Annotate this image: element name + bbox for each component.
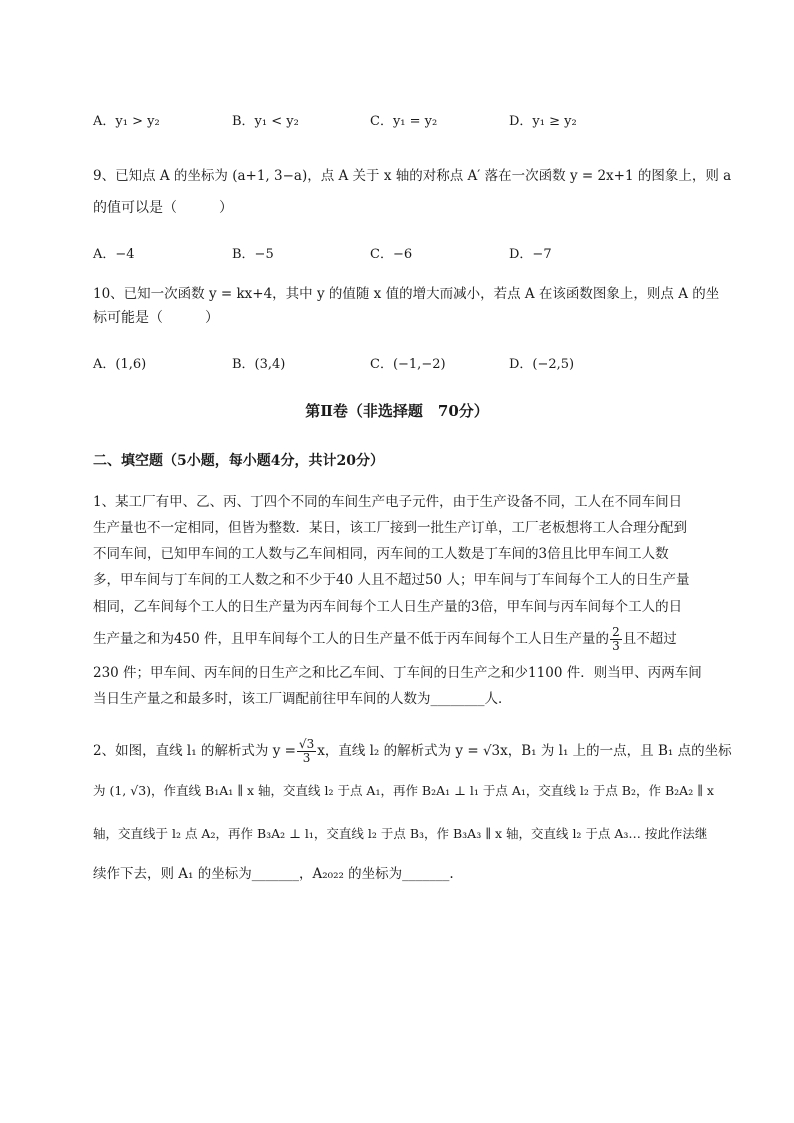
- fill2-line1-text-a: 2、如图，直线 l₁ 的解析式为 y =: [93, 743, 296, 759]
- q8-option-b[interactable]: B．y₁ < y₂: [232, 114, 299, 129]
- q10-option-b[interactable]: B．(3,4): [232, 357, 286, 372]
- q9-option-a[interactable]: A．−4: [93, 247, 135, 262]
- fill2-line1-text-b: x，直线 l₂ 的解析式为 y = √3x，B₁ 为 l₁ 上的一点，且 B₁ 点的坐标: [317, 743, 732, 759]
- q9-stem-line1: 9、已知点 A 的坐标为 (a+1, 3−a)，点 A 关于 x 轴的对称点 A′ 落在一次函数 y = 2x+1 的图象上，则 a: [93, 168, 732, 184]
- fill2-line1: [93, 738, 732, 765]
- q8-option-a[interactable]: A．y₁ > y₂: [93, 114, 160, 129]
- fill1-line8: 当日生产量之和最多时，该工厂调配前往甲车间的人数为________人．: [93, 691, 512, 707]
- q9-option-b[interactable]: B．−5: [232, 247, 274, 262]
- q9-option-c[interactable]: C．−6: [370, 247, 413, 262]
- q10-option-c[interactable]: C．(−1,−2): [370, 357, 446, 372]
- fill1-line2: 生产量也不一定相同，但皆为整数．某日，该工厂接到一批生产订单，工厂老板想将工人合理分配到: [93, 520, 687, 536]
- fill1-line4: 多，甲车间与丁车间的工人数之和不少于40 人且不超过50 人；甲车间与丁车间每个工人的日生产量: [93, 572, 690, 588]
- q10-option-a[interactable]: A．(1,6): [93, 357, 147, 372]
- part-title: 二、填空题（5小题，每小题4分，共计20分）: [93, 453, 384, 469]
- fraction-two-thirds: [610, 626, 622, 653]
- q10-stem-line1: 10、已知一次函数 y = kx+4，其中 y 的值随 x 值的增大而减小，若点 A 在该函数图象上，则点 A 的坐: [93, 286, 720, 302]
- q10-stem-line2: 标可能是（ ）: [93, 310, 219, 326]
- fill1-line6-text-b: 且不超过: [622, 631, 677, 647]
- fraction-denominator: 3: [302, 751, 311, 765]
- fraction-numerator: √3: [298, 737, 315, 751]
- fill1-line6: [93, 626, 677, 653]
- fraction-root3-over-3: [297, 738, 316, 765]
- fill1-line1: 1、某工厂有甲、乙、丙、丁四个不同的车间生产电子元件，由于生产设备不同，工人在不同车间日: [93, 494, 683, 510]
- q10-option-d[interactable]: D．(−2,5): [509, 357, 575, 372]
- fill2-line3: 轴，交直线于 l₂ 点 A₂，再作 B₃A₂ ⊥ l₁，交直线 l₂ 于点 B₃，作 B₃A₃ ∥ x 轴，交直线 l₂ 于点 A₃… 按此作法继: [93, 826, 708, 841]
- fill2-line2: 为 (1, √3)，作直线 B₁A₁ ∥ x 轴，交直线 l₂ 于点 A₁，再作 B₂A₁ ⊥ l₁ 于点 A₁，交直线 l₂ 于点 B₂，作 B₂A₂ ∥ x: [93, 783, 714, 798]
- section-title: 第Ⅱ卷（非选择题 70分）: [305, 402, 489, 420]
- q8-option-d[interactable]: D．y₁ ≥ y₂: [509, 114, 577, 129]
- fraction-numerator: 2: [612, 625, 620, 639]
- q9-stem-line2: 的值可以是（ ）: [93, 200, 233, 216]
- q9-option-d[interactable]: D．−7: [509, 247, 552, 262]
- fill1-line6-text-a: 生产量之和为450 件，且甲车间每个工人的日生产量不低于丙车间每个工人日生产量的: [93, 631, 610, 647]
- q8-option-c[interactable]: C．y₁ = y₂: [370, 114, 438, 129]
- fraction-denominator: 3: [612, 639, 620, 653]
- fill1-line3: 不同车间，已知甲车间的工人数与乙车间相同，丙车间的工人数是丁车间的3倍且比甲车间工人数: [93, 546, 669, 562]
- fill1-line5: 相同，乙车间每个工人的日生产量为丙车间每个工人日生产量的3倍，甲车间与丙车间每个工人的日: [93, 599, 683, 615]
- fill1-line7: 230 件；甲车间、丙车间的日生产之和比乙车间、丁车间的日生产之和少1100 件．则当甲、丙两车间: [93, 665, 702, 681]
- fill2-line4: 续作下去，则 A₁ 的坐标为_______，A₂₀₂₂ 的坐标为_______.: [93, 866, 454, 882]
